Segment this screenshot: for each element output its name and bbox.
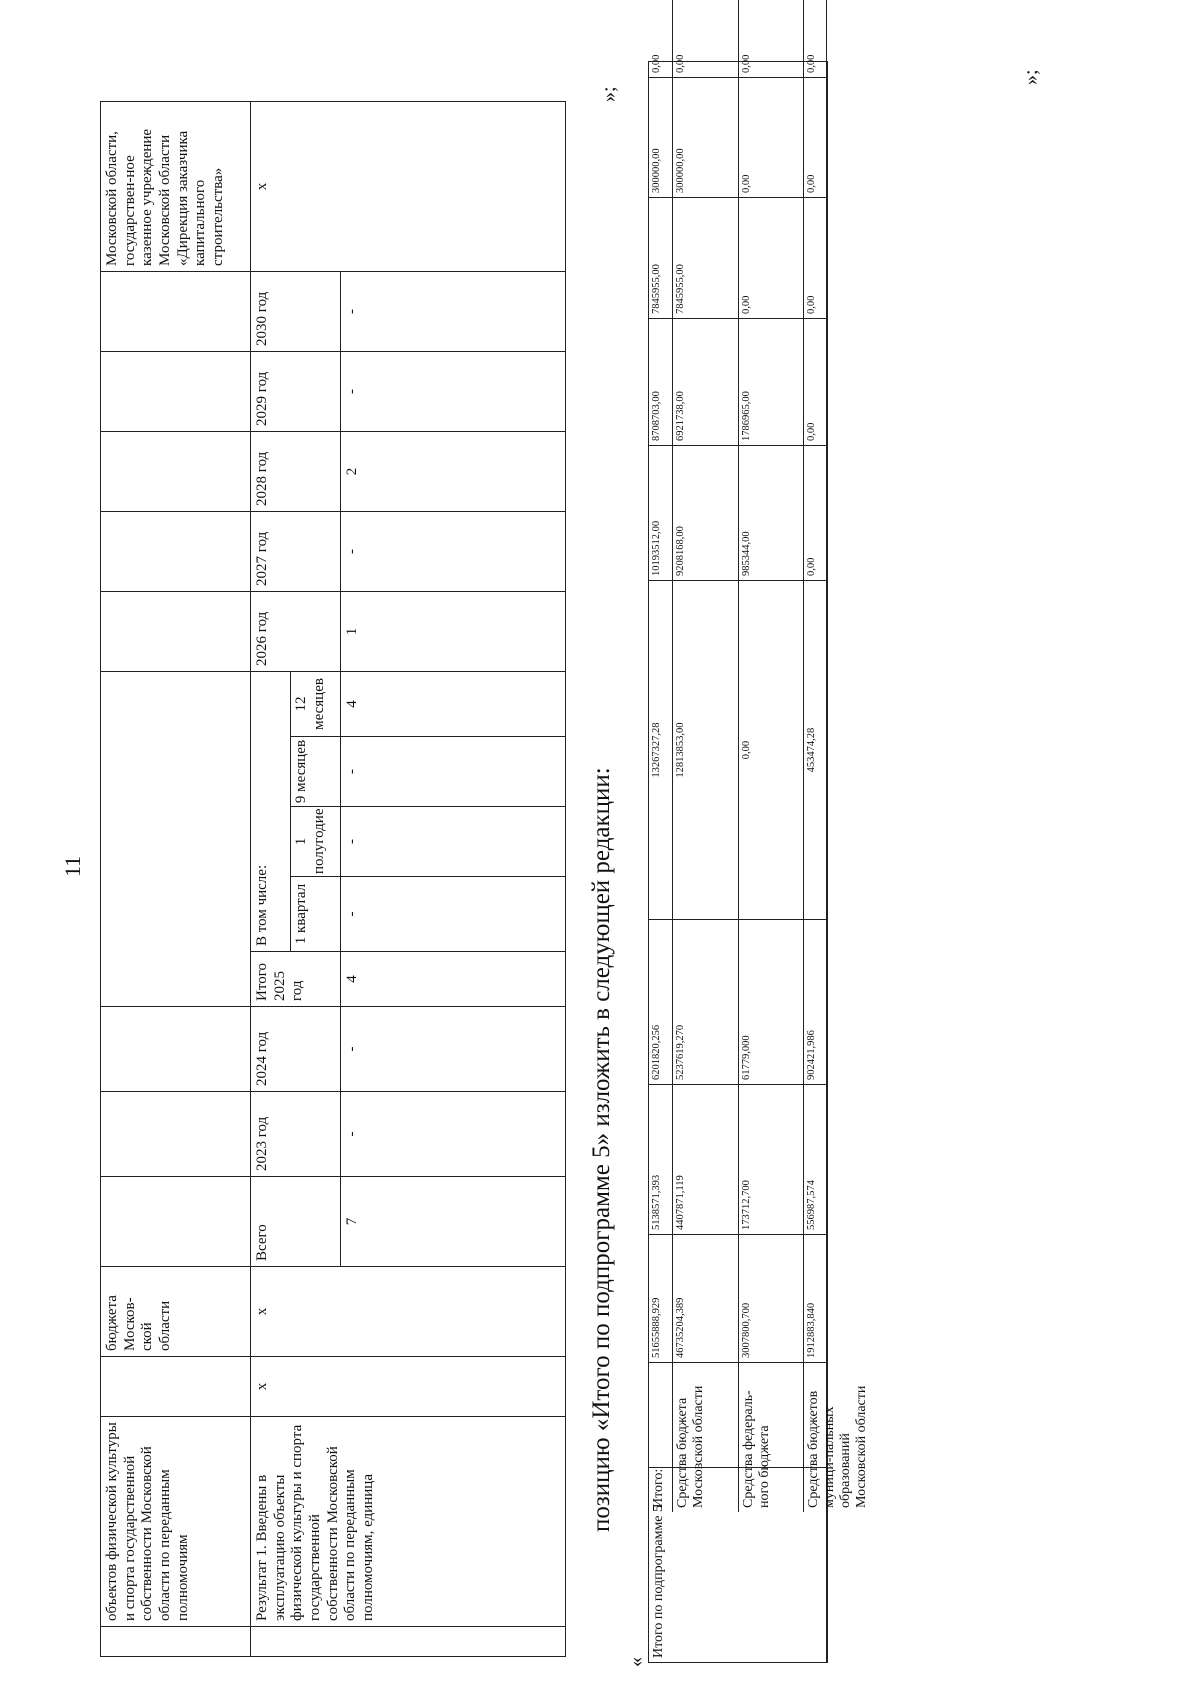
- value-y2026: 9208168,00: [673, 445, 739, 580]
- value-y2030: 0,00: [673, 0, 739, 77]
- value-y2025: 12813853,00: [673, 580, 739, 919]
- value-vsego: 7: [341, 1177, 566, 1267]
- value-2030: -: [341, 271, 566, 351]
- subprogram-table-fragment: [100, 101, 566, 1657]
- header-m9: 9 месяцев: [291, 737, 341, 807]
- value-total: 46735204,389: [673, 1234, 739, 1362]
- itogo-grid: [648, 54, 870, 1663]
- source-cell: бюджета Москов-ской области: [101, 1267, 251, 1357]
- value-y2027: 8708703,00: [649, 318, 673, 445]
- value-total: 1912883,840: [804, 1234, 827, 1362]
- value-2023: -: [341, 1092, 566, 1177]
- value-y2028: 7845955,00: [649, 197, 673, 318]
- value-total: 51655888,929: [649, 1234, 673, 1362]
- opening-quote: «: [625, 1657, 647, 1667]
- value-y2023: 173712,700: [739, 1084, 804, 1234]
- header-2030: 2030 год: [251, 271, 341, 351]
- value-y2026: 985344,00: [739, 445, 804, 580]
- closing-quote-1: »;: [598, 86, 620, 102]
- header-itogo-2025: Итого 2025 год: [251, 952, 341, 1007]
- value-y2025: 453474,28: [804, 580, 827, 919]
- header-v-tom-chisle: В том числе:: [251, 671, 291, 951]
- value-total: 3007800,700: [739, 1234, 804, 1362]
- value-y2026: 10193512,00: [649, 445, 673, 580]
- source-label: Средства бюджета Московской области: [673, 1362, 739, 1512]
- value-m12: 4: [341, 671, 566, 736]
- value-y2024: 61779,000: [739, 919, 804, 1084]
- header-m12: 12 месяцев: [291, 671, 341, 736]
- source-label: Средства бюджетов муници-пальных образований Московской области: [804, 1362, 827, 1512]
- header-2024: 2024 год: [251, 1007, 341, 1092]
- value-2024: -: [341, 1007, 566, 1092]
- value-y2024: 6201820,256: [649, 919, 673, 1084]
- value-y2025: 0,00: [739, 580, 804, 919]
- section-heading: позицию «Итого по подпрограмме 5» изложить в следующей редакции:: [588, 767, 615, 1532]
- itogo-title: Итого по подпрограмме 5: [649, 1467, 827, 1662]
- value-y2023: 4407871,119: [673, 1084, 739, 1234]
- page-number: 11: [60, 855, 85, 877]
- value-y2028: 0,00: [739, 197, 804, 318]
- value-2026: 1: [341, 591, 566, 671]
- table-row: [101, 101, 251, 1656]
- value-2027: -: [341, 511, 566, 591]
- source-label: Средства федераль-ного бюджета: [739, 1362, 804, 1512]
- header-2029: 2029 год: [251, 351, 341, 431]
- value-y2025: 13267327,28: [649, 580, 673, 919]
- value-y2023: 556987,574: [804, 1084, 827, 1234]
- value-y2030: 0,00: [649, 0, 673, 77]
- value-y2028: 7845955,00: [673, 197, 739, 318]
- deadline-cell: [101, 1357, 251, 1417]
- header-q1: 1 квартал: [291, 877, 341, 952]
- value-y2029: 0,00: [739, 77, 804, 197]
- closing-quote-2: »;: [1020, 69, 1042, 85]
- value-y2029: 0,00: [804, 77, 827, 197]
- value-m9: -: [341, 737, 566, 807]
- table-row: [251, 101, 291, 1656]
- value-y2027: 1786965,00: [739, 318, 804, 445]
- value-y2029: 300000,00: [649, 77, 673, 197]
- header-2026: 2026 год: [251, 591, 341, 671]
- value-y2028: 0,00: [804, 197, 827, 318]
- header-h1: 1 полугодие: [291, 807, 341, 877]
- header-2023: 2023 год: [251, 1092, 341, 1177]
- value-y2030: 0,00: [804, 0, 827, 77]
- row-number-cell: [101, 1627, 251, 1657]
- source-label: Итого:: [649, 1362, 673, 1512]
- measure-description: объектов физической культуры и спорта государственной собственности Московской области по переданным полномочиям: [101, 1417, 251, 1627]
- value-y2023: 5138571,393: [649, 1084, 673, 1234]
- value-y2027: 0,00: [804, 318, 827, 445]
- value-y2024: 902421,986: [804, 919, 827, 1084]
- value-2029: -: [341, 351, 566, 431]
- executor-cell: Московской области, государствен-ное казенное учреждение Московской области «Дирекция заказчика капитального строительства»: [101, 101, 251, 271]
- value-2028: 2: [341, 431, 566, 511]
- header-2027: 2027 год: [251, 511, 341, 591]
- value-h1: -: [341, 807, 566, 877]
- value-y2024: 5237619,270: [673, 919, 739, 1084]
- value-q1: -: [341, 877, 566, 952]
- result-col2: х: [251, 1357, 566, 1417]
- value-y2027: 6921738,00: [673, 318, 739, 445]
- value-itogo-2025: 4: [341, 952, 566, 1007]
- value-y2029: 300000,00: [673, 77, 739, 197]
- value-y2026: 0,00: [804, 445, 827, 580]
- result-label: Результат 1. Введены в эксплуатацию объекты физической культуры и спорта государственной собственности Московской области по переданным полномочиям, единица: [251, 1417, 566, 1627]
- header-vsego: Всего: [251, 1177, 341, 1267]
- result-col3: х: [251, 1267, 566, 1357]
- value-y2030: 0,00: [739, 0, 804, 77]
- result-executor: х: [251, 101, 566, 271]
- header-2028: 2028 год: [251, 431, 341, 511]
